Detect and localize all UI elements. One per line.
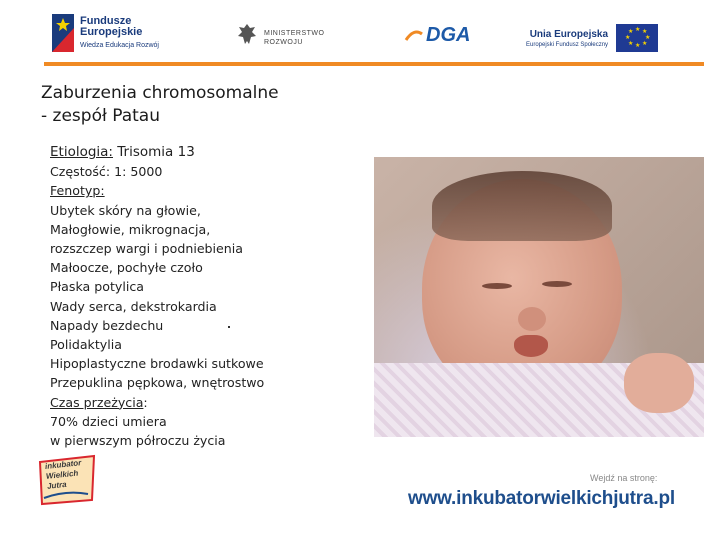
- dga-text: DGA: [426, 24, 471, 46]
- survival-label: Czas przeżycia: [50, 394, 144, 410]
- etiology-value: Trisomia 13: [113, 144, 195, 160]
- etiology-label: Etiologia:: [50, 144, 113, 160]
- ministry-logo: [236, 22, 324, 53]
- fe-line3: Wiedza Edukacja Rozwój: [80, 41, 159, 49]
- inkubator-line1: inkubator: [44, 458, 82, 471]
- baby-hair-shape: [432, 171, 612, 241]
- etiology-line: [50, 143, 360, 162]
- baby-hand: [624, 353, 694, 413]
- phenotype-item: Małogłowie, mikrognacja,: [50, 221, 211, 237]
- survival-line: [50, 393, 360, 412]
- baby-eye-right: [542, 281, 572, 287]
- phenotype-item: Hipoplastyczne brodawki sutkowe: [50, 356, 264, 372]
- title-line1: Zaburzenia chromosomalne: [41, 83, 279, 103]
- inkubator-line2: Wielkich: [45, 468, 79, 481]
- dga-swirl-icon: [404, 26, 424, 46]
- ministry-line2: ROZWOJU: [264, 38, 303, 46]
- survival-colon: :: [143, 394, 148, 410]
- phenotype-item: Małoocze, pochyłe czoło: [50, 260, 203, 276]
- baby-mouth: [514, 335, 548, 357]
- phenotype-item: Polidaktylia: [50, 337, 122, 353]
- phenotype-item: Ubytek skóry na głowie,: [50, 202, 201, 218]
- baby-nose: [518, 307, 546, 331]
- stray-dot: [228, 326, 230, 328]
- phenotype-item: Płaska potylica: [50, 279, 144, 295]
- phenotype-item: Napady bezdechu: [50, 317, 164, 333]
- phenotype-item: rozszczep wargi i podniebienia: [50, 241, 244, 257]
- phenotype-label: Fenotyp:: [50, 183, 105, 199]
- phenotype-item: Przepuklina pępkowa, wnętrostwo: [50, 375, 265, 391]
- website-link[interactable]: www.inkubatorwielkichjutra.pl: [408, 488, 675, 509]
- dga-logo: [404, 24, 470, 47]
- fe-line2: Europejskie: [80, 25, 143, 38]
- patient-photo: [374, 157, 704, 437]
- survival-text-1: 70% dzieci umiera: [50, 413, 167, 429]
- slide-body: [50, 143, 360, 450]
- eu-logo: [526, 24, 658, 52]
- inkubator-line3: Jutra: [46, 479, 68, 491]
- survival-text-2: w pierwszym półroczu życia: [50, 433, 226, 449]
- fe-line1: Fundusze: [80, 14, 132, 27]
- eagle-emblem-icon: [236, 22, 258, 53]
- phenotype-item: Wady serca, dekstrokardia: [50, 298, 217, 314]
- header-bar: [0, 0, 720, 66]
- ministry-line1: MINISTERSTWO: [264, 29, 325, 37]
- visit-label: Wejdź na stronę:: [590, 473, 658, 483]
- frequency-line: Częstość: 1: 5000: [50, 164, 163, 180]
- inkubator-logo: [36, 454, 98, 506]
- eu-flag-icon: ★ ★ ★ ★ ★ ★ ★ ★: [616, 24, 658, 52]
- fe-stars-icon: [52, 14, 74, 52]
- eu-line1: Unia Europejska: [529, 28, 609, 40]
- eu-line2: Europejski Fundusz Społeczny: [526, 41, 609, 48]
- header-divider: [44, 62, 704, 66]
- baby-eye-left: [482, 283, 512, 289]
- slide-title: [41, 82, 279, 128]
- fundusze-europejskie-logo: [52, 14, 159, 52]
- title-line2: - zespół Patau: [41, 106, 160, 126]
